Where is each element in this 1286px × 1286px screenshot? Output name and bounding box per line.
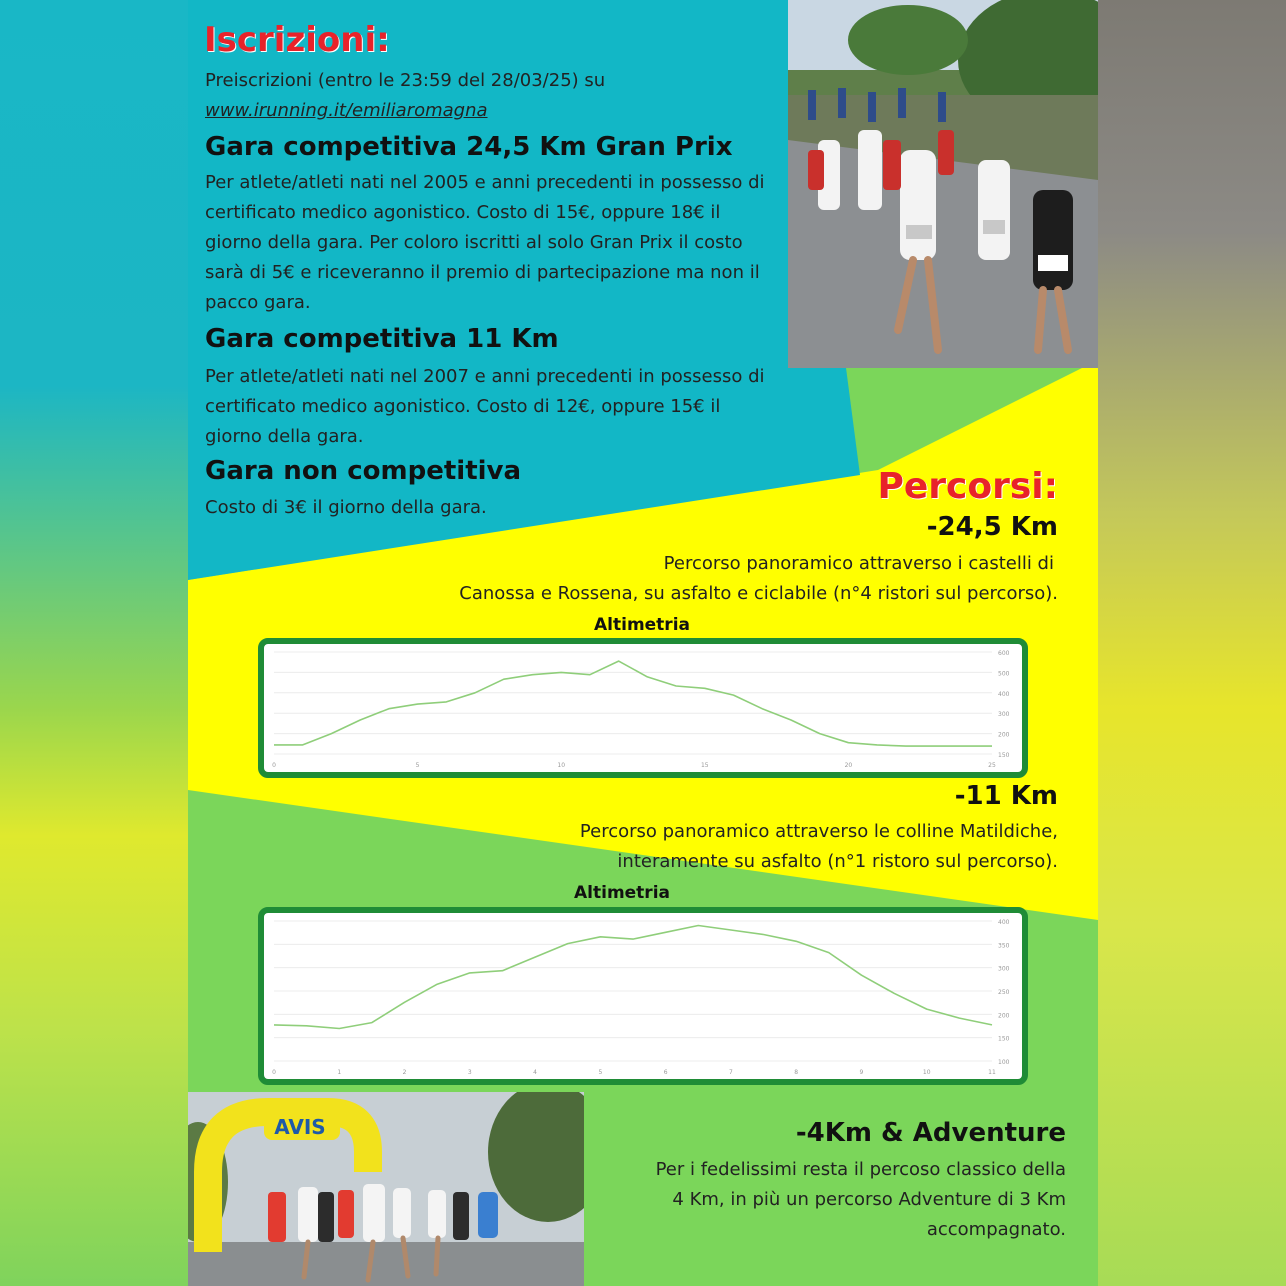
chart2-xtick-label: 10: [922, 1069, 931, 1076]
chart2-ytick-label: 400: [998, 919, 1010, 926]
chart1-xtick-label: 15: [700, 762, 709, 769]
chart2-xtick-label: 9: [859, 1069, 864, 1076]
runners-photo-top: [788, 0, 1098, 368]
race2-title: Gara competitiva 11 Km: [205, 324, 559, 354]
chart2-ytick-label: 250: [998, 989, 1010, 996]
chart2-xtick-label: 8: [794, 1069, 799, 1076]
avis-arch-photo: [188, 1092, 584, 1286]
chart1-ytick-label: 200: [998, 731, 1010, 739]
elevation-chart-24km: [258, 638, 1028, 778]
chart1-xtick-label: 25: [988, 762, 996, 769]
chart1-ytick-label: 150: [998, 752, 1010, 759]
chart1-ytick-label: 600: [998, 650, 1010, 657]
route2-title: -11 Km: [954, 781, 1058, 811]
race2-line: Per atlete/atleti nati nel 2007 e anni precedenti in possesso di: [205, 366, 765, 387]
chart1-xtick-label: 5: [415, 762, 420, 769]
chart2-xtick-label: 2: [402, 1069, 407, 1076]
avis-logo-text: AVIS: [274, 1115, 326, 1139]
percorsi-title: Percorsi:: [877, 466, 1058, 507]
route3-line: accompagnato.: [926, 1219, 1066, 1240]
chart2-svg: [264, 913, 1022, 1079]
registration-link[interactable]: www.irunning.it/emiliaromagna: [205, 100, 488, 121]
chart2-xtick-label: 3: [467, 1069, 472, 1076]
right-blur-margin: [1098, 0, 1286, 1286]
route1-line: Canossa e Rossena, su asfalto e ciclabile (n°4 ristori sul percorso).: [459, 583, 1058, 604]
chart2-ytick-label: 300: [998, 965, 1010, 973]
preiscrizioni-text: Preiscrizioni (entro le 23:59 del 28/03/25) su: [205, 70, 606, 91]
chart2-xtick-label: 1: [337, 1069, 342, 1076]
chart1-xtick-label: 20: [844, 762, 853, 769]
chart1-xtick-label: 10: [557, 762, 566, 769]
elevation-chart-11km: [258, 907, 1028, 1085]
route3-line: 4 Km, in più un percorso Adventure di 3 Km: [672, 1189, 1066, 1210]
race2-line: giorno della gara.: [205, 426, 364, 447]
chart1-ytick-label: 300: [998, 711, 1010, 719]
chart2-ytick-label: 100: [998, 1059, 1010, 1066]
chart2-elevation-line: [274, 926, 992, 1029]
race3-title: Gara non competitiva: [205, 456, 522, 486]
chart1-ytick-label: 400: [998, 690, 1010, 698]
route3-line: Per i fedelissimi resta il percoso classico della: [655, 1159, 1066, 1180]
route1-title: -24,5 Km: [926, 512, 1058, 542]
chart1-xtick-label: 0: [272, 762, 276, 769]
poster: [188, 0, 1098, 1286]
race3-line: Costo di 3€ il giorno della gara.: [205, 497, 487, 518]
chart2-xtick-label: 11: [988, 1069, 996, 1076]
iscrizioni-title: Iscrizioni:: [204, 20, 390, 60]
race1-line: sarà di 5€ e riceveranno il premio di partecipazione ma non il: [205, 262, 760, 283]
race1-line: Per atlete/atleti nati nel 2005 e anni precedenti in possesso di: [205, 172, 765, 193]
race1-line: pacco gara.: [205, 292, 311, 313]
chart2-ytick-label: 200: [998, 1012, 1010, 1020]
chart2-ytick-label: 150: [998, 1035, 1010, 1043]
route2-line: interamente su asfalto (n°1 ristoro sul percorso).: [617, 851, 1058, 872]
race1-title: Gara competitiva 24,5 Km Gran Prix: [205, 132, 733, 162]
chart2-xtick-label: 0: [272, 1069, 276, 1076]
chart2-xtick-label: 6: [663, 1069, 668, 1076]
race1-line: giorno della gara. Per coloro iscritti al solo Gran Prix il costo: [205, 232, 743, 253]
chart2-ytick-label: 350: [998, 942, 1010, 950]
chart2-xtick-label: 5: [598, 1069, 603, 1076]
chart1-label: Altimetria: [594, 615, 690, 635]
chart2-label: Altimetria: [574, 883, 670, 903]
route1-line: Percorso panoramico attraverso i castelli di: [663, 553, 1054, 574]
route3-title: -4Km & Adventure: [795, 1118, 1066, 1148]
race1-line: certificato medico agonistico. Costo di 15€, oppure 18€ il: [205, 202, 721, 223]
chart1-ytick-label: 500: [998, 670, 1010, 678]
route2-line: Percorso panoramico attraverso le colline Matildiche,: [579, 821, 1058, 842]
race2-line: certificato medico agonistico. Costo di 12€, oppure 15€ il: [205, 396, 721, 417]
left-blur-margin: [0, 0, 190, 1286]
chart1-svg: [264, 644, 1022, 772]
chart2-xtick-label: 7: [728, 1069, 733, 1076]
chart2-xtick-label: 4: [533, 1069, 538, 1076]
